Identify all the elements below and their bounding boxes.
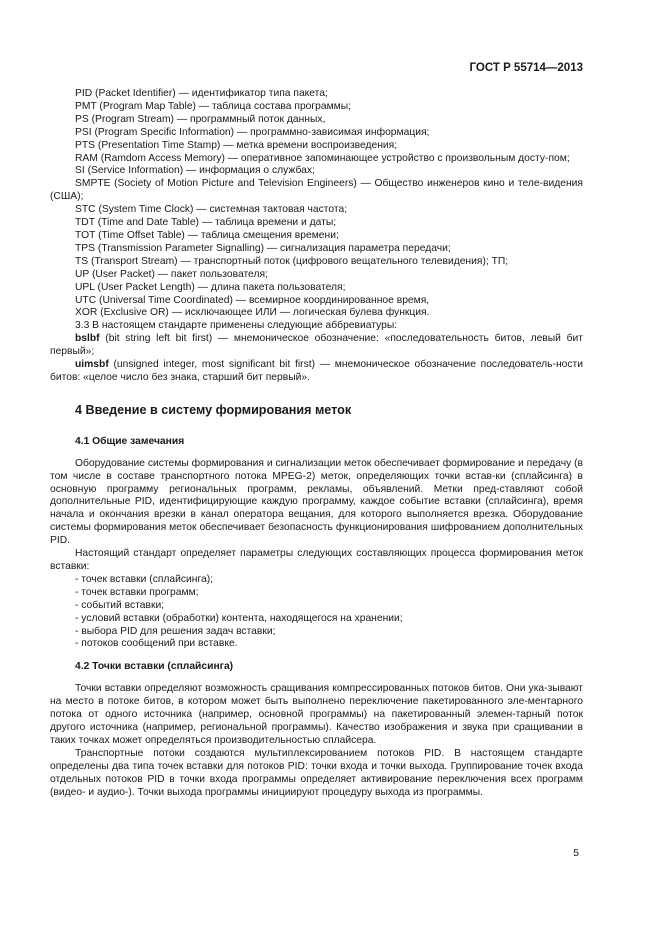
section-4-2-paragraph: Транспортные потоки создаются мультиплексированием потоков PID. В настоящем стандарте определены два типа точек вставки для потоков PID: точки входа и точки выхода. Группирование точек входа отдельных потоков PID в точки входа программы определяет активирование переключения всех программ (видео- и аудио-). Точки выхода программы инициируют процедуру выхода из программы. — [50, 747, 583, 798]
document-body — [50, 88, 583, 799]
abbreviation-item: SMPTE (Society of Motion Picture and Television Engineers) — Общество инженеров кино и теле-видения (США); — [50, 178, 583, 203]
section-4-1-heading: 4.1 Общие замечания — [75, 435, 185, 447]
list-item: - условий вставки (обработки) контента, находящегося на хранении; — [75, 612, 403, 624]
abbreviation-item: PS (Program Stream) — программный поток данных, — [75, 113, 326, 125]
list-item: - точек вставки (сплайсинга); — [75, 573, 214, 585]
section-4-1-paragraph: Настоящий стандарт определяет параметры следующих составляющих процесса формирования меток вставки: — [50, 548, 583, 572]
abbreviation-item: UTC (Universal Time Coordinated) — всемирное координированное время, — [75, 294, 430, 306]
abbreviation-item: PMT (Program Map Table) — таблица состава программы; — [75, 100, 352, 112]
list-item: - точек вставки программ; — [75, 586, 199, 598]
section-4-heading: 4 Введение в систему формирования меток — [75, 402, 352, 417]
section-4-1-paragraph: Оборудование системы формирования и сигнализации меток обеспечивает формирование и передачу (в том числе в составе транспортного потока MPEG-2) меток, определяющих точки встав-ки (сплайсинга) в основную программу региональных программ, рекламы, объявлений. Метки пред-ставляют собой дополнительные PID, идентифицирующие каждую программу, каждое событие вставки (сплайсинга), время начала и окончания врезки в канал оператора вещания, для которого выполняется врезка. Оборудование системы формирования меток обеспечивает безопасность функционирования шифрованием дополнительных PID. — [50, 457, 583, 547]
abbreviation-item: TOT (Time Offset Table) — таблица смещения времени; — [75, 229, 339, 241]
abbreviation-item: PSI (Program Specific Information) — программно-зависимая информация; — [75, 126, 430, 138]
abbreviation-item: TDT (Time and Date Table) — таблица времени и даты; — [75, 217, 337, 229]
abbreviation-item: TPS (Transmission Parameter Signalling) — сигнализация параметра передачи; — [75, 242, 451, 254]
abbreviation-item: PID (Packet Identifier) — идентификатор типа пакета; — [75, 88, 328, 99]
page-number: 5 — [573, 847, 579, 859]
abbreviation-item: RAM (Ramdom Access Memory) — оперативное запоминающее устройство с произвольным досту-пом; — [75, 152, 570, 164]
bslbf-text: (bit string left bit first) — мнемоническое обозначение: «последовательность битов, левый бит первый»; — [50, 333, 583, 358]
abbreviation-item: TS (Transport Stream) — транспортный поток (цифрового вещательного телевидения); ТП; — [75, 255, 509, 267]
clause-3-3: 3.3 В настоящем стандарте применены следующие аббревиатуры: — [75, 320, 398, 332]
uimsbf-text: (unsigned integer, most significant bit first) — мнемоническое обозначение последователь-ности битов: «целое число без знака, старший бит первый». — [50, 359, 583, 383]
abbreviation-item: UPL (User Packet Length) — длина пакета пользователя; — [75, 281, 346, 293]
abbreviation-item: XOR (Exclusive OR) — исключающее ИЛИ — логическая булева функция. — [75, 307, 430, 319]
bslbf-term: bslbf — [75, 333, 100, 345]
list-item: - выбора PID для решения задач вставки; — [75, 625, 276, 637]
abbreviation-item: STC (System Time Clock) — системная тактовая частота; — [75, 204, 348, 216]
section-4-2-heading: 4.2 Точки вставки (сплайсинга) — [75, 661, 234, 673]
bslbf-definition — [50, 333, 583, 359]
list-item: - потоков сообщений при вставке. — [75, 638, 238, 650]
list-item: - событий вставки; — [75, 599, 165, 611]
uimsbf-term: uimsbf — [75, 359, 109, 371]
abbreviation-item: UP (User Packet) — пакет пользователя; — [75, 268, 268, 280]
abbreviation-item: SI (Service Information) — информация о службах; — [75, 165, 315, 177]
abbreviation-item: PTS (Presentation Time Stamp) — метка времени воспроизведения; — [75, 139, 398, 151]
section-4-2-paragraph: Точки вставки определяют возможность сращивания компрессированных потоков битов. Они ука-зывают на место в потоке битов, в котором может быть выполнено переключение пакетированного эле-ментарного потока от одного источника (например, основной программы) на пакетированный элемен-тарный поток другого источника (например, региональной программы). Качество изображения и звука при сращивании в таких точках может определяться производительностью сплайсера. — [50, 683, 583, 746]
uimsbf-definition — [50, 359, 583, 385]
document-header: ГОСТ Р 55714—2013 — [469, 62, 583, 74]
